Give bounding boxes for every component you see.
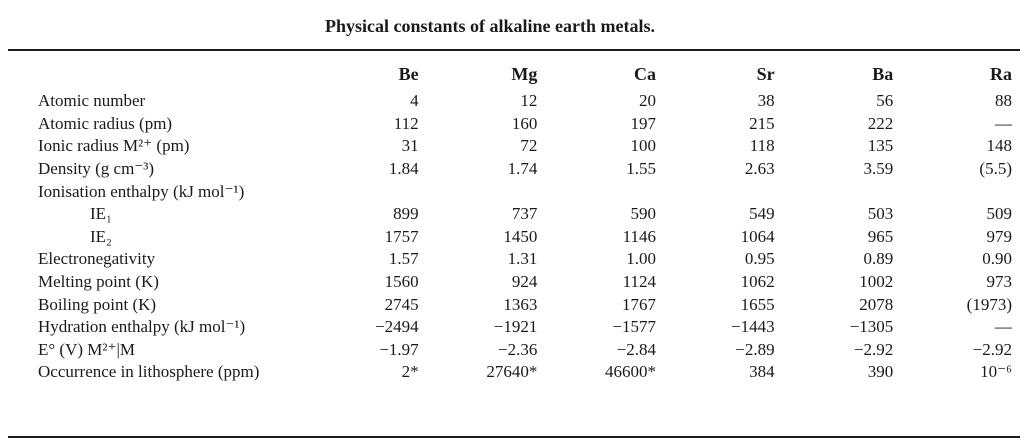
value-cell: 1002 [859, 272, 894, 292]
value-cell: 3.59 [863, 159, 894, 179]
row-label: Density (g cm⁻³) [38, 159, 155, 179]
header-element: Mg [511, 64, 538, 84]
value-cell: (1973) [966, 294, 1012, 314]
table-title: Physical constants of alkaline earth metals. [325, 16, 655, 36]
table-row [8, 113, 1020, 136]
value-cell: −2.92 [853, 339, 894, 359]
row-label: Occurrence in lithosphere (ppm) [38, 362, 260, 382]
table-body [8, 90, 1020, 384]
value-cell: 973 [986, 272, 1012, 292]
value-cell: 1.57 [388, 249, 419, 269]
row-label: Electronegativity [38, 249, 156, 269]
value-cell: 737 [511, 204, 538, 224]
value-cell: −1305 [849, 317, 894, 337]
value-cell: 1560 [384, 272, 419, 292]
header-element: Ba [872, 64, 894, 84]
table-row [8, 293, 1020, 316]
value-cell: 31 [401, 136, 419, 156]
value-cell: 1064 [740, 226, 775, 246]
value-cell: 222 [867, 113, 894, 133]
value-cell: 2078 [859, 294, 894, 314]
top-rule [8, 49, 1020, 51]
value-cell: 88 [995, 91, 1012, 111]
value-cell: 27640* [486, 362, 538, 382]
value-cell: 4 [410, 91, 419, 111]
value-cell: 10⁻⁶ [980, 362, 1012, 382]
value-cell: 0.90 [982, 249, 1012, 269]
value-cell: 1.31 [507, 249, 538, 269]
value-cell: −2.92 [972, 339, 1012, 359]
value-cell: 979 [986, 226, 1012, 246]
value-cell: 590 [630, 204, 656, 224]
value-cell: — [995, 113, 1012, 133]
value-cell: 1.84 [388, 159, 419, 179]
row-label: Atomic number [38, 91, 146, 111]
row-label: Ionic radius M²⁺ (pm) [38, 136, 190, 156]
value-cell [427, 180, 546, 203]
value-cell: — [995, 317, 1012, 337]
value-cell: −2.36 [497, 339, 538, 359]
value-cell: 390 [867, 362, 894, 382]
value-cell: 2.63 [744, 159, 775, 179]
value-cell: 1450 [503, 226, 538, 246]
table-row [8, 271, 1020, 294]
value-cell: 1363 [503, 294, 538, 314]
value-cell: −1921 [493, 317, 538, 337]
value-cell: 965 [867, 226, 894, 246]
value-cell: −2.89 [735, 339, 775, 359]
value-cell: 1.55 [626, 159, 656, 179]
value-cell: 72 [520, 136, 538, 156]
value-cell: 197 [630, 113, 656, 133]
row-label: Melting point (K) [38, 272, 159, 292]
row-label: Ionisation enthalpy (kJ mol⁻¹) [38, 181, 245, 201]
table-row [8, 248, 1020, 271]
value-cell: 503 [867, 204, 894, 224]
value-cell: 899 [393, 204, 419, 224]
table-row [8, 158, 1020, 181]
value-cell [901, 180, 1020, 203]
value-cell: 1062 [740, 272, 775, 292]
value-cell: 0.89 [863, 249, 894, 269]
value-cell: 509 [986, 204, 1012, 224]
bottom-rule [8, 436, 1020, 438]
header-blank-cell [8, 58, 308, 90]
value-cell: −1443 [731, 317, 775, 337]
value-cell: 384 [749, 362, 775, 382]
value-cell [545, 180, 664, 203]
table-row [8, 316, 1020, 339]
value-cell [664, 180, 783, 203]
value-cell: 46600* [604, 362, 656, 382]
value-cell: −2494 [375, 317, 419, 337]
table-row [8, 226, 1020, 249]
value-cell: 2745 [384, 294, 419, 314]
value-cell: 112 [393, 113, 419, 133]
value-cell: 1.00 [626, 249, 656, 269]
table-row [8, 135, 1020, 158]
value-cell: 1146 [622, 226, 656, 246]
value-cell: 12 [520, 91, 538, 111]
value-cell: 0.95 [744, 249, 775, 269]
value-cell: 924 [511, 272, 538, 292]
value-cell: 38 [757, 91, 775, 111]
row-label: IE₂ [90, 226, 112, 246]
header-element: Sr [756, 64, 775, 84]
row-label: E° (V) M²⁺|M [38, 339, 135, 359]
header-element: Ca [633, 64, 656, 84]
value-cell: 56 [876, 91, 894, 111]
row-label: Atomic radius (pm) [38, 113, 173, 133]
value-cell: −2.84 [616, 339, 656, 359]
row-label: Hydration enthalpy (kJ mol⁻¹) [38, 317, 246, 337]
table-row [8, 180, 1020, 203]
value-cell: 1124 [622, 272, 656, 292]
value-cell: 1.74 [507, 159, 538, 179]
header-element: Be [398, 64, 419, 84]
header-element: Ra [990, 64, 1012, 84]
row-label: IE₁ [90, 204, 112, 224]
value-cell: 2* [401, 362, 419, 382]
header-row [8, 58, 1020, 90]
value-cell: 549 [749, 204, 775, 224]
table-row [8, 203, 1020, 226]
value-cell: 118 [749, 136, 775, 156]
value-cell: −1577 [612, 317, 656, 337]
value-cell: 100 [630, 136, 656, 156]
row-label: Boiling point (K) [38, 294, 157, 314]
value-cell: 160 [511, 113, 538, 133]
value-cell: −1.97 [379, 339, 419, 359]
value-cell [308, 180, 427, 203]
value-cell: 1767 [621, 294, 656, 314]
value-cell: 215 [749, 113, 775, 133]
value-cell: 135 [867, 136, 894, 156]
constants-table [8, 58, 1020, 384]
table-row [8, 339, 1020, 362]
value-cell: 20 [638, 91, 656, 111]
value-cell [783, 180, 902, 203]
value-cell: 1655 [740, 294, 775, 314]
table-row [8, 90, 1020, 113]
value-cell: (5.5) [979, 159, 1012, 179]
value-cell: 148 [986, 136, 1012, 156]
value-cell: 1757 [384, 226, 419, 246]
table-row [8, 361, 1020, 384]
